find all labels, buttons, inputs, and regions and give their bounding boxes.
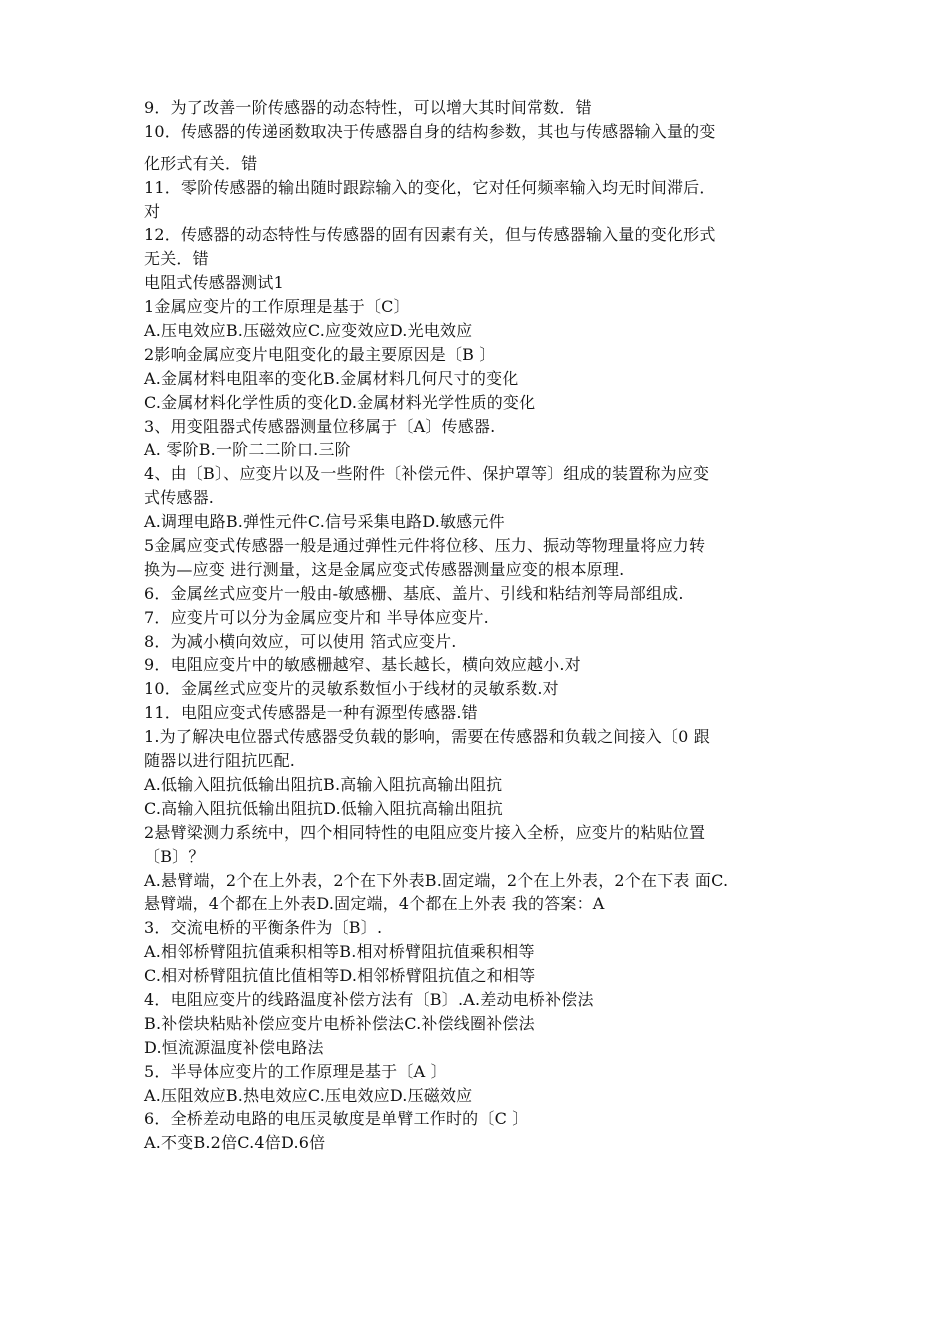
- text-line: 2影响金属应变片电阻变化的最主要原因是〔B 〕: [144, 344, 496, 364]
- text-line: 5．半导体应变片的工作原理是基于〔A 〕: [144, 1061, 447, 1081]
- text-line: 对: [144, 201, 161, 221]
- text-line: 10．传感器的传递函数取决于传感器自身的结构参数，其也与传感器输入量的变: [144, 121, 716, 141]
- text-line: A.相邻桥臂阻抗值乘积相等B.相对桥臂阻抗值乘积相等: [144, 942, 535, 962]
- text-line: 悬臂端，4个都在上外表D.固定端，4个都在上外表 我的答案：A: [144, 894, 605, 914]
- text-line: 无关．错: [144, 249, 209, 269]
- text-line: 11．零阶传感器的输出随时跟踪输入的变化，它对任何频率输入均无时间滞后．: [144, 177, 716, 197]
- text-line: 11．电阻应变式传感器是一种有源型传感器.错: [144, 703, 478, 723]
- text-line: 随器以进行阻抗匹配.: [144, 751, 296, 771]
- text-line: 4．电阻应变片的线路温度补偿方法有〔B〕.A.差动电桥补偿法: [144, 989, 594, 1009]
- text-line: 3、用变阻器式传感器测量位移属于〔A〕传感器.: [144, 416, 496, 436]
- text-line: 3．交流电桥的平衡条件为〔B〕.: [144, 918, 383, 938]
- text-line: 6．金属丝式应变片一般由-敏感栅、基底、盖片、引线和粘结剂等局部组成.: [144, 583, 684, 603]
- text-line: C.高输入阻抗低输出阻抗D.低输入阻抗高输出阻抗: [144, 798, 503, 818]
- text-line: A. 零阶B.一阶二二阶口.三阶: [144, 440, 351, 460]
- text-line: 5金属应变式传感器一般是通过弹性元件将位移、压力、振动等物理量将应力转: [144, 536, 706, 556]
- text-line: 1金属应变片的工作原理是基于〔C〕: [144, 297, 410, 317]
- text-line: 4、由〔B〕、应变片以及一些附件〔补偿元件、保护罩等〕组成的装置称为应变: [144, 464, 710, 484]
- text-line: C.相对桥臂阻抗值比值相等D.相邻桥臂阻抗值之和相等: [144, 966, 536, 986]
- text-line: 换为—应变 进行测量，这是金属应变式传感器测量应变的根本原理.: [144, 559, 625, 579]
- text-line: C.金属材料化学性质的变化D.金属材料光学性质的变化: [144, 392, 536, 412]
- text-line: 〔B〕？: [144, 846, 205, 866]
- text-line: A.压电效应B.压磁效应C.应变效应D.光电效应: [144, 321, 473, 341]
- text-line: 12．传感器的动态特性与传感器的固有因素有关，但与传感器输入量的变化形式: [144, 225, 716, 245]
- text-line: A.悬臂端，2个在上外表，2个在下外表B.固定端，2个在上外表，2个在下表 面C.: [144, 870, 729, 890]
- text-line: 9．电阻应变片中的敏感栅越窄、基长越长，横向效应越小.对: [144, 655, 581, 675]
- text-line: A.低输入阻抗低输出阻抗B.高输入阻抗高输出阻抗: [144, 774, 503, 794]
- text-line: 7．应变片可以分为金属应变片和 半导体应变片.: [144, 607, 489, 627]
- text-line: 1.为了解决电位器式传感器受负载的影响，需要在传感器和负载之间接入〔0 跟: [144, 727, 710, 747]
- text-line: 化形式有关．错: [144, 153, 258, 173]
- text-line: 8．为减小横向效应，可以使用 箔式应变片.: [144, 631, 457, 651]
- text-line: 式传感器.: [144, 488, 215, 508]
- document-body: [144, 96, 824, 1155]
- text-line: A.不变B.2倍C.4倍D.6倍: [144, 1133, 326, 1153]
- text-line: 6．全桥差动电路的电压灵敏度是单臂工作时的〔C 〕: [144, 1109, 529, 1129]
- text-line: 电阻式传感器测试1: [144, 273, 284, 293]
- text-line: 9．为了改善一阶传感器的动态特性，可以增大其时间常数．错: [144, 98, 592, 117]
- text-line: A.金属材料电阻率的变化B.金属材料几何尺寸的变化: [144, 368, 519, 388]
- text-line: A.调理电路B.弹性元件C.信号采集电路D.敏感元件: [144, 512, 505, 532]
- text-line: B.补偿块粘贴补偿应变片电桥补偿法C.补偿线圈补偿法: [144, 1013, 535, 1033]
- text-line: A.压阻效应B.热电效应C.压电效应D.压磁效应: [144, 1085, 473, 1105]
- text-line: D.恒流源温度补偿电路法: [144, 1037, 324, 1057]
- text-line: 10．金属丝式应变片的灵敏系数恒小于线材的灵敏系数.对: [144, 679, 559, 699]
- text-line: 2悬臂梁测力系统中，四个相同特性的电阻应变片接入全桥，应变片的粘贴位置: [144, 822, 706, 842]
